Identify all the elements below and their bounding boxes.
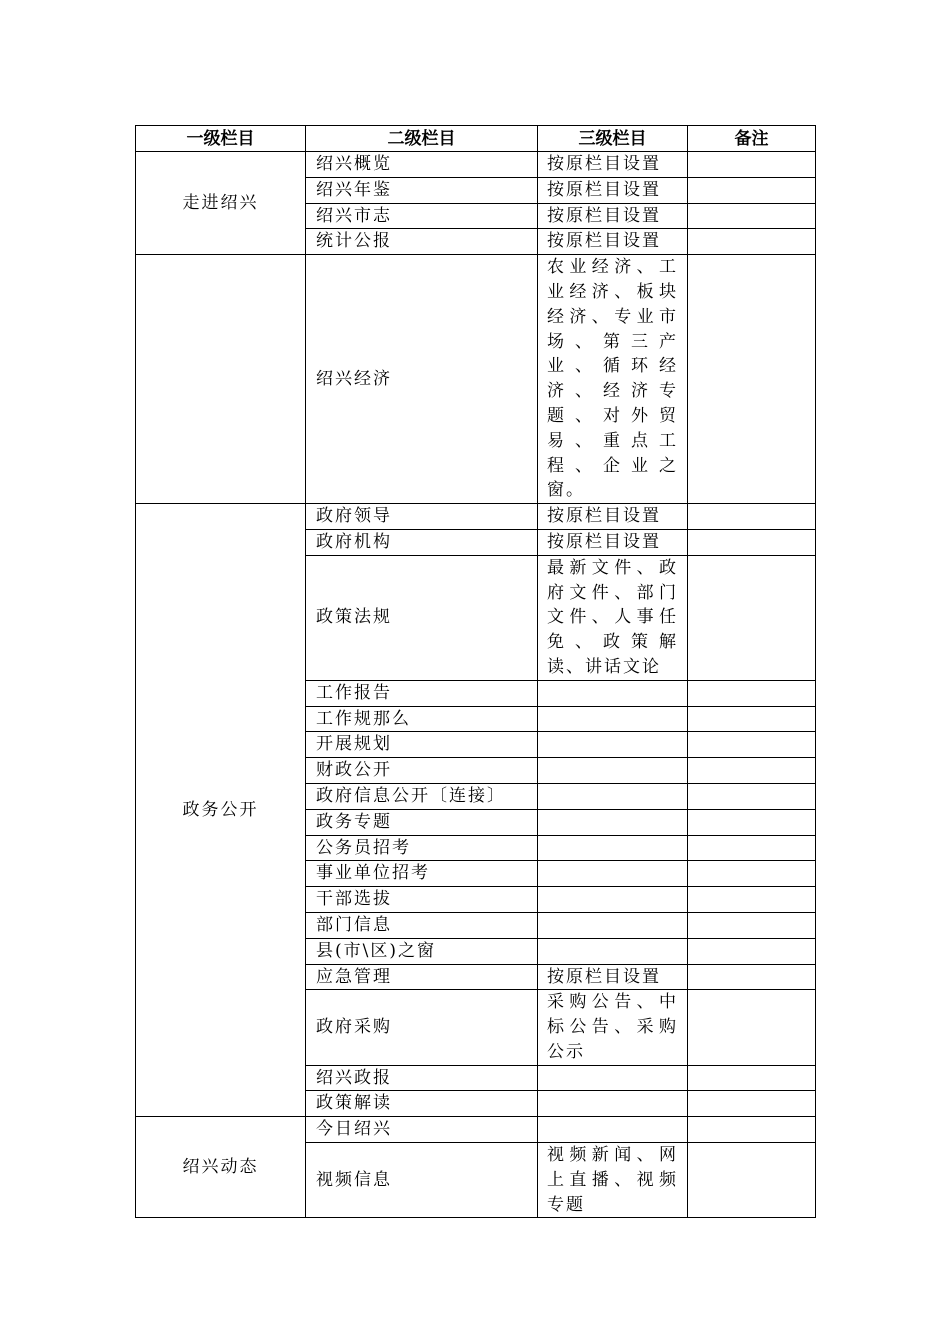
level3-line: 读、讲话文论 xyxy=(547,656,661,677)
column-structure-table xyxy=(135,125,816,1218)
level2-cell: 干部选拔 xyxy=(306,887,538,913)
remark-cell xyxy=(688,1117,816,1143)
level3-cell xyxy=(538,1117,688,1143)
level3-line: 采购公告、中 xyxy=(547,992,678,1013)
level2-cell: 政府采购 xyxy=(306,990,538,1065)
level3-cell xyxy=(538,255,688,504)
remark-cell xyxy=(688,809,816,835)
level3-cell: 按原栏目设置 xyxy=(538,504,688,530)
level1-cell: 政务公开 xyxy=(136,504,306,1117)
level3-line: 视频新闻、网 xyxy=(547,1145,678,1166)
level3-cell xyxy=(538,555,688,680)
level3-line: 免、政策解 xyxy=(547,632,678,653)
level2-cell: 工作报告 xyxy=(306,680,538,706)
level3-line: 济、经济专 xyxy=(547,381,678,402)
table-row xyxy=(136,504,816,530)
table-header xyxy=(136,126,816,152)
remark-cell xyxy=(688,938,816,964)
remark-cell xyxy=(688,861,816,887)
level3-cell xyxy=(538,1091,688,1117)
remark-cell xyxy=(688,152,816,178)
remark-cell xyxy=(688,255,816,504)
remark-cell xyxy=(688,229,816,255)
level2-cell: 政府信息公开〔连接〕 xyxy=(306,783,538,809)
level2-cell: 工作规那么 xyxy=(306,706,538,732)
level2-cell: 今日绍兴 xyxy=(306,1117,538,1143)
remark-cell xyxy=(688,504,816,530)
level1-cell: 走进绍兴 xyxy=(136,152,306,255)
level2-cell: 县(市\区)之窗 xyxy=(306,938,538,964)
level3-cell xyxy=(538,912,688,938)
level3-cell xyxy=(538,809,688,835)
remark-cell xyxy=(688,1091,816,1117)
level2-cell: 政务专题 xyxy=(306,809,538,835)
level3-line: 场、第三产 xyxy=(547,331,678,352)
remark-cell xyxy=(688,964,816,990)
level2-cell: 绍兴概览 xyxy=(306,152,538,178)
level2-cell: 事业单位招考 xyxy=(306,861,538,887)
table-row xyxy=(136,1117,816,1143)
remark-cell xyxy=(688,1143,816,1218)
remark-cell xyxy=(688,835,816,861)
level2-cell: 政策法规 xyxy=(306,555,538,680)
remark-cell xyxy=(688,990,816,1065)
level2-cell: 财政公开 xyxy=(306,758,538,784)
level2-cell: 绍兴市志 xyxy=(306,203,538,229)
level3-cell xyxy=(538,732,688,758)
level3-cell xyxy=(538,861,688,887)
level3-line: 专题 xyxy=(547,1194,585,1215)
header-remark: 备注 xyxy=(688,126,816,152)
level3-cell: 按原栏目设置 xyxy=(538,177,688,203)
table-body xyxy=(136,152,816,1218)
level1-cell: 绍兴动态 xyxy=(136,1117,306,1218)
level2-cell: 部门信息 xyxy=(306,912,538,938)
level3-cell xyxy=(538,938,688,964)
level3-cell xyxy=(538,835,688,861)
remark-cell xyxy=(688,887,816,913)
level3-line: 题、对外贸 xyxy=(547,405,678,426)
level2-cell: 政府领导 xyxy=(306,504,538,530)
remark-cell xyxy=(688,1065,816,1091)
level3-line: 业经济、板块 xyxy=(547,281,678,302)
level2-cell: 应急管理 xyxy=(306,964,538,990)
level3-line: 业、循环经 xyxy=(547,356,678,377)
level2-cell: 绍兴年鉴 xyxy=(306,177,538,203)
level1-cell xyxy=(136,255,306,504)
level2-cell: 绍兴政报 xyxy=(306,1065,538,1091)
remark-cell xyxy=(688,555,816,680)
level3-cell: 按原栏目设置 xyxy=(538,964,688,990)
level3-cell xyxy=(538,990,688,1065)
remark-cell xyxy=(688,758,816,784)
level2-cell: 统计公报 xyxy=(306,229,538,255)
level3-line: 府文件、部门 xyxy=(547,582,678,603)
level3-line: 易、重点工 xyxy=(547,430,678,451)
level3-line: 程、企业之 xyxy=(547,455,678,476)
level3-cell xyxy=(538,680,688,706)
header-row xyxy=(136,126,816,152)
remark-cell xyxy=(688,783,816,809)
table-row xyxy=(136,152,816,178)
level3-cell: 按原栏目设置 xyxy=(538,203,688,229)
level3-line: 文件、人事任 xyxy=(547,607,678,628)
remark-cell xyxy=(688,203,816,229)
level2-cell: 视频信息 xyxy=(306,1143,538,1218)
level3-cell: 按原栏目设置 xyxy=(538,152,688,178)
level3-line: 窗。 xyxy=(547,480,585,501)
remark-cell xyxy=(688,177,816,203)
level2-cell: 政策解读 xyxy=(306,1091,538,1117)
header-level3: 三级栏目 xyxy=(538,126,688,152)
level3-cell xyxy=(538,1143,688,1218)
table-row xyxy=(136,255,816,504)
level3-cell: 按原栏目设置 xyxy=(538,529,688,555)
remark-cell xyxy=(688,912,816,938)
remark-cell xyxy=(688,732,816,758)
level3-line: 公示 xyxy=(547,1041,585,1062)
level3-line: 上直播、视频 xyxy=(547,1169,678,1190)
level3-cell xyxy=(538,706,688,732)
level3-cell xyxy=(538,783,688,809)
level2-cell: 开展规划 xyxy=(306,732,538,758)
level3-cell: 按原栏目设置 xyxy=(538,229,688,255)
header-level1: 一级栏目 xyxy=(136,126,306,152)
level3-cell xyxy=(538,887,688,913)
remark-cell xyxy=(688,529,816,555)
level3-line: 最新文件、政 xyxy=(547,557,678,578)
level3-cell xyxy=(538,1065,688,1091)
remark-cell xyxy=(688,706,816,732)
level2-cell: 政府机构 xyxy=(306,529,538,555)
level3-line: 标公告、采购 xyxy=(547,1017,678,1038)
header-level2: 二级栏目 xyxy=(306,126,538,152)
level3-line: 经济、专业市 xyxy=(547,306,678,327)
level2-cell: 公务员招考 xyxy=(306,835,538,861)
remark-cell xyxy=(688,680,816,706)
level2-cell: 绍兴经济 xyxy=(306,255,538,504)
level3-cell xyxy=(538,758,688,784)
level3-line: 农业经济、工 xyxy=(547,257,678,278)
